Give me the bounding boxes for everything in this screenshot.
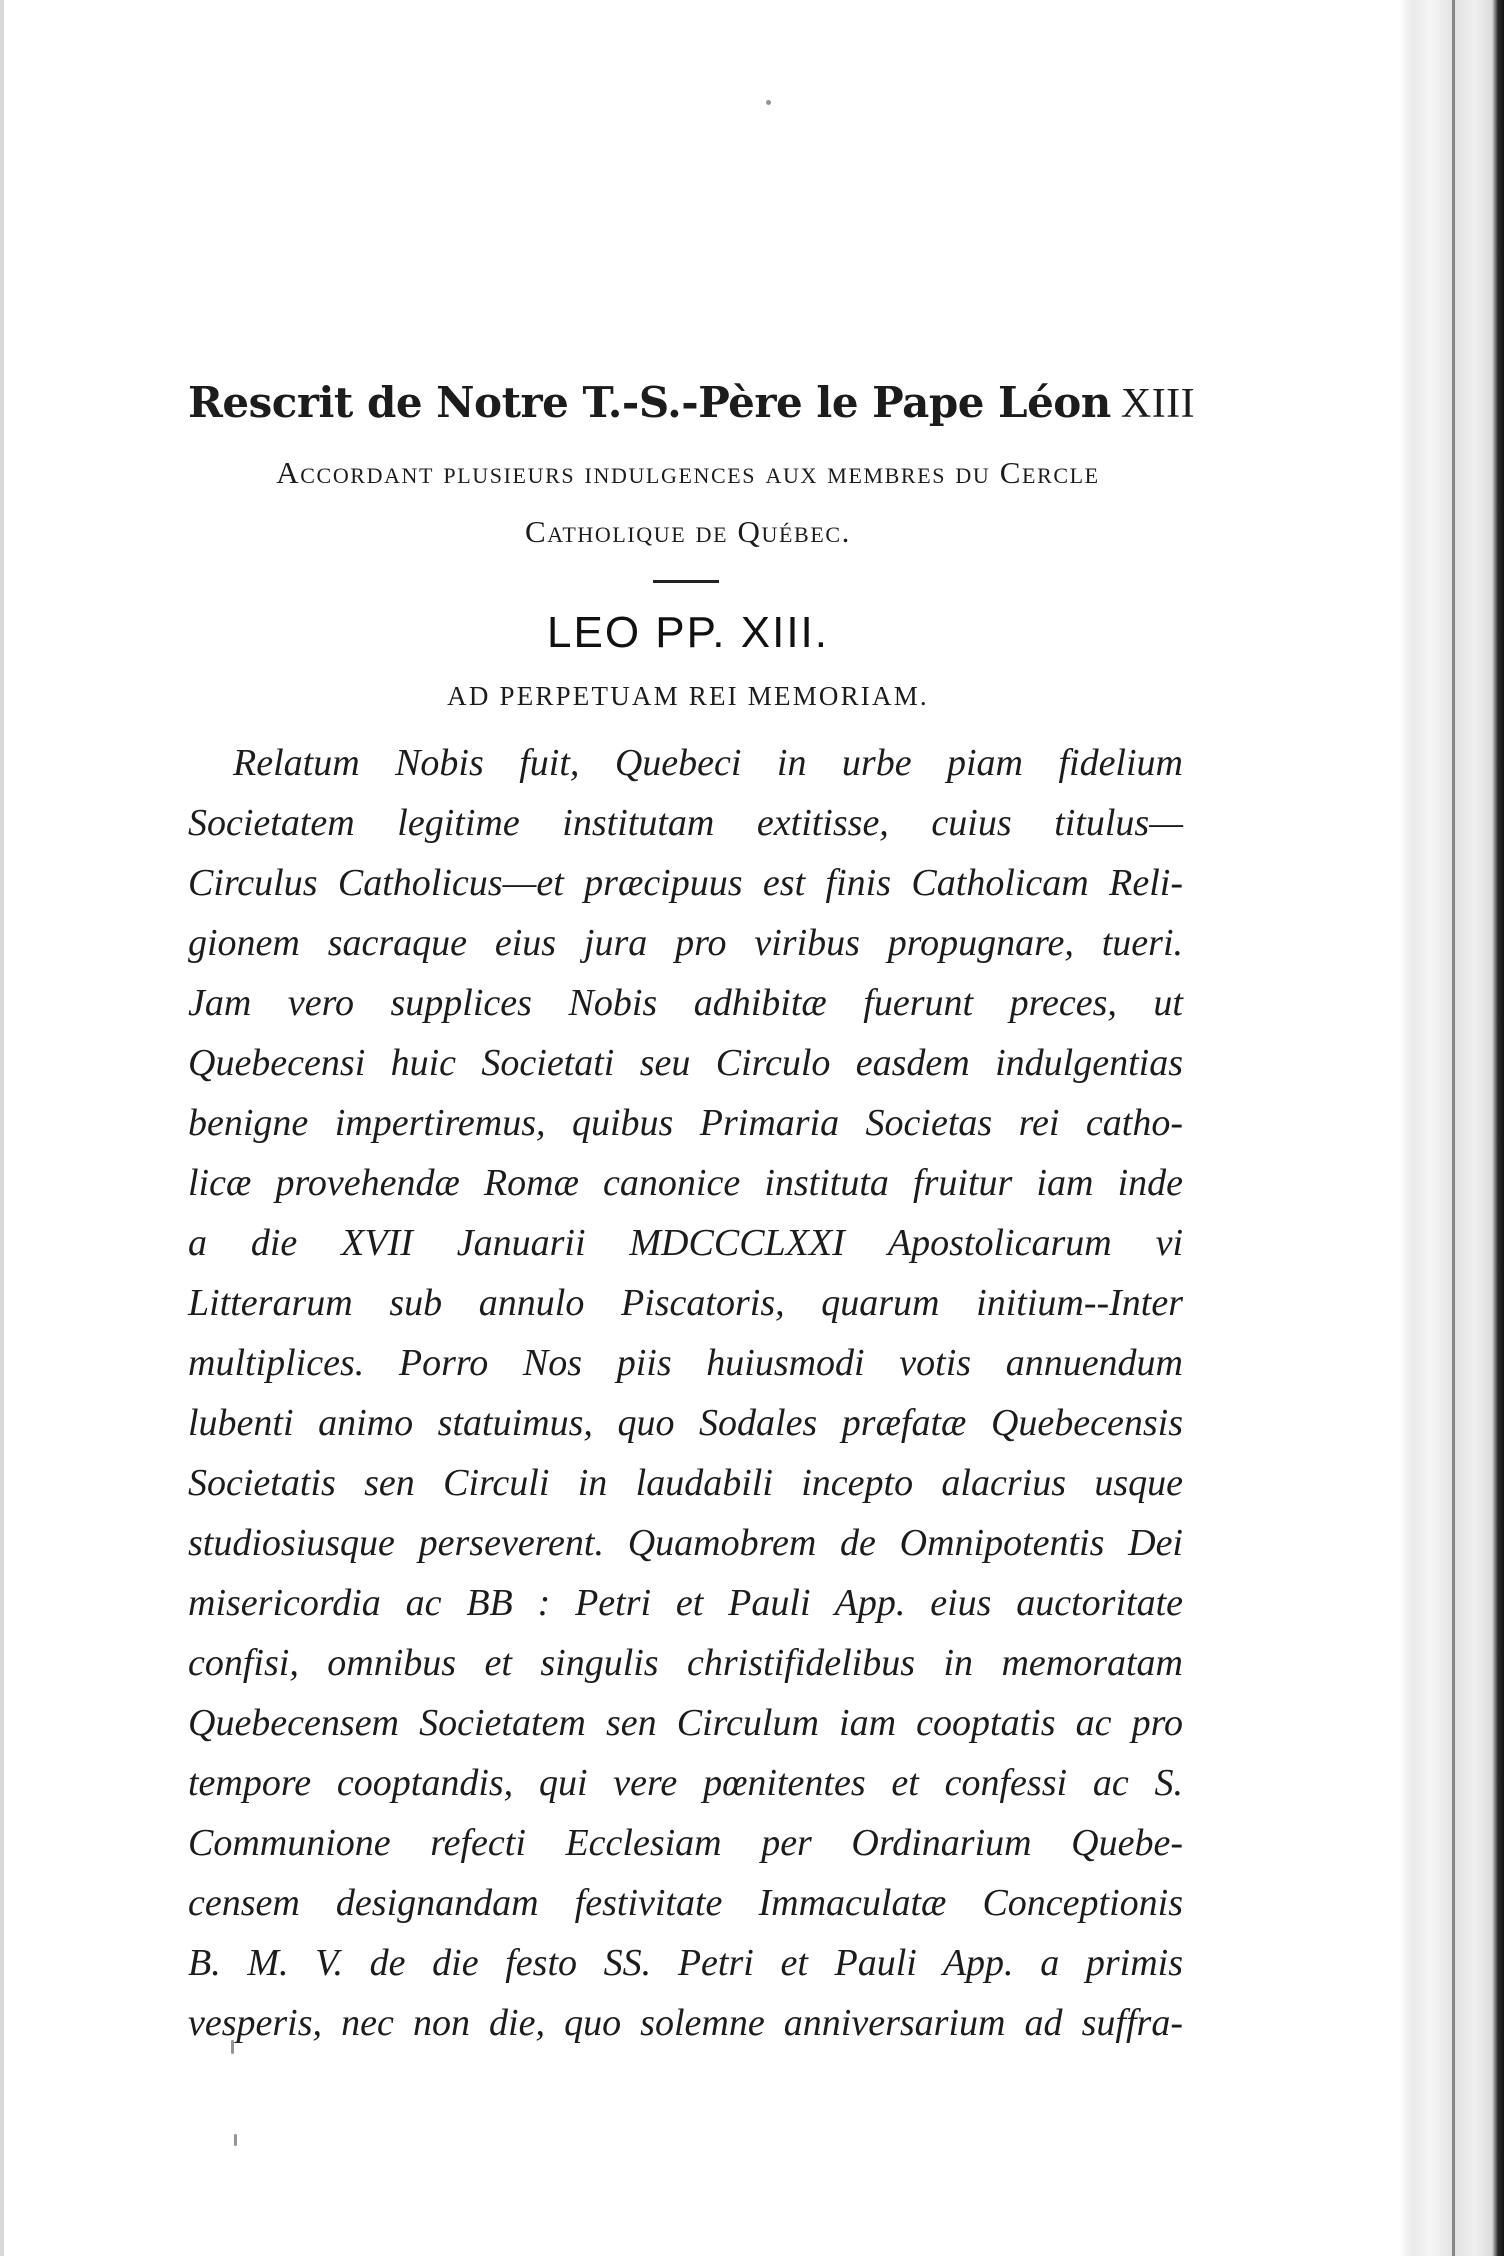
body-line: multiplices. Porro Nos piis huiusmodi votis annuendum [188,1342,1183,1384]
scan-speck [234,2134,237,2146]
body-line: misericordia ac BB : Petri et Pauli App. eius auctoritate [188,1582,1183,1624]
body-line: studiosiusque perseverent. Quamobrem de Omnipotentis Dei [188,1522,1183,1564]
bleed-through [190,560,1190,582]
body-line: Societatis sen Circuli in laudabili incepto alacrius usque [188,1462,1183,1504]
body-line: censem designandam festivitate Immaculatæ Conceptionis [188,1882,1183,1924]
body-line: a die XVII Januarii MDCCCLXXI Apostolicarum vi [188,1222,1183,1264]
body-line: Relatum Nobis fuit, Quebeci in urbe piam fidelium [233,742,1183,784]
rescript-title [188,378,1196,428]
body-line: licæ provehendæ Romæ canonice instituta fruitur iam inde [188,1162,1183,1204]
body-line: Jam vero supplices Nobis adhibitæ fuerunt preces, ut [188,982,1183,1024]
body-line: Litterarum sub annulo Piscatoris, quarum initium--Inter [188,1282,1183,1324]
body-line: B. M. V. de die festo SS. Petri et Pauli App. a primis [188,1942,1183,1984]
title-blackletter: Rescrit de Notre T.-S.-Père le Pape Léon [188,378,1111,427]
page-left-edge [0,0,4,2256]
scan-speck [766,100,771,105]
body-line: confisi, omnibus et singulis christifidelibus in memoratam [188,1642,1183,1684]
page-edge-line [1452,0,1455,2256]
leo-heading: LEO PP. XIII. [547,608,829,657]
bleed-through [190,320,1190,342]
memoriam-line: AD PERPETUAM REI MEMORIAM. [447,681,929,711]
subtitle-line-1: Accordant plusieurs indulgences aux membres du Cercle [276,455,1100,490]
subtitle-line-2: Catholique de Québec. [525,514,851,549]
title-numeral: XIII [1120,381,1196,427]
body-line: tempore cooptandis, qui vere pœnitentes et confessi ac S. [188,1762,1183,1804]
body-line: Communione refecti Ecclesiam per Ordinarium Quebe- [188,1822,1183,1864]
body-line: Societatem legitime institutam extitisse, cuius titulus— [188,802,1183,844]
body-line: gionem sacraque eius jura pro viribus propugnare, tueri. [188,922,1183,964]
body-line: Quebecensem Societatem sen Circulum iam cooptatis ac pro [188,1702,1183,1744]
body-line: Quebecensi huic Societati seu Circulo easdem indulgentias [188,1042,1183,1084]
body-line: lubenti animo statuimus, quo Sodales præfatæ Quebecensis [188,1402,1183,1444]
section-rule [653,580,719,583]
body-line: Circulus Catholicus—et præcipuus est finis Catholicam Reli- [188,862,1183,904]
body-line: benigne impertiremus, quibus Primaria Societas rei catho- [188,1102,1183,1144]
body-line: vesperis, nec non die, quo solemne anniversarium ad suffra- [188,2002,1183,2044]
